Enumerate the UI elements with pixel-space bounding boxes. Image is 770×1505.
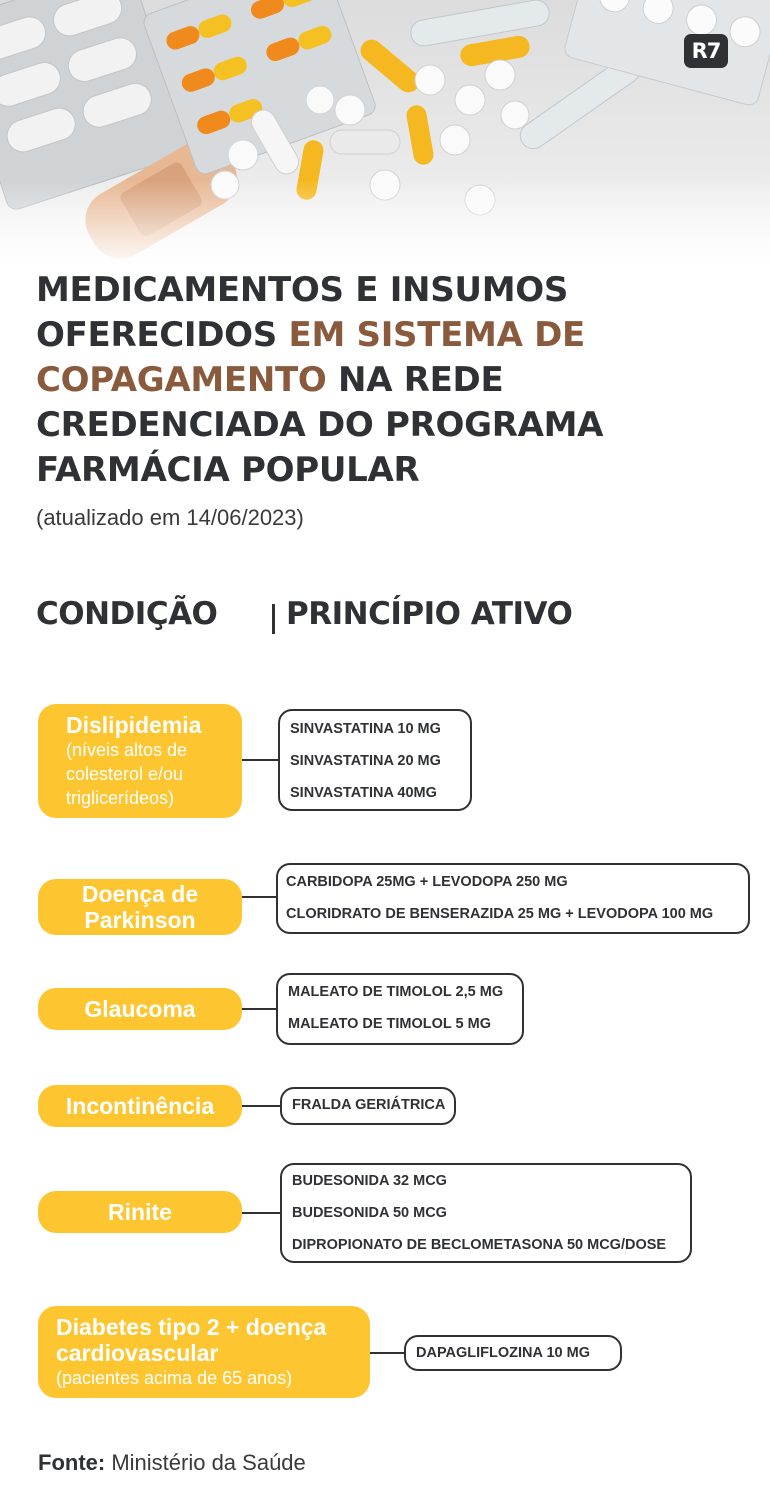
drug-item: MALEATO DE TIMOLOL 2,5 MG (288, 984, 504, 1000)
connector-line (242, 1008, 276, 1010)
column-header-active: PRINCÍPIO ATIVO (286, 596, 573, 632)
title-part1: MEDICAMENTOS E INSUMOS OFERECIDOS (36, 270, 569, 355)
hero-image (0, 0, 770, 265)
condition-glaucoma: Glaucoma (38, 988, 242, 1030)
drug-item: BUDESONIDA 32 MCG (292, 1173, 447, 1189)
drug-item: FRALDA GERIÁTRICA (292, 1097, 446, 1113)
drug-list-dislipidemia (278, 709, 472, 811)
page-title (36, 268, 756, 493)
drug-list-glaucoma (276, 973, 524, 1045)
condition-rinite: Rinite (38, 1191, 242, 1233)
column-header-condition: CONDIÇÃO (36, 596, 218, 632)
connector-line (242, 896, 276, 898)
title-part2: NA REDE CREDENCIADA DO PROGRAMA FARMÁCIA POPULAR (36, 360, 604, 490)
connector-line (242, 1105, 280, 1107)
connector-line (242, 1212, 280, 1214)
drug-item: MALEATO DE TIMOLOL 5 MG (288, 1016, 491, 1032)
condition-parkinson: Doença de Parkinson (38, 879, 242, 935)
source-note: Fonte: Ministério da Saúde (38, 1450, 306, 1475)
drug-list-rinite (280, 1163, 692, 1263)
drug-item: CLORIDRATO DE BENSERAZIDA 25 MG + LEVODOPA 100 MG (286, 906, 714, 922)
drug-item: BUDESONIDA 50 MCG (292, 1205, 447, 1221)
drug-list-incontinencia (280, 1087, 456, 1125)
drug-list-diabetes (404, 1335, 622, 1371)
drug-item: DIPROPIONATO DE BECLOMETASONA 50 MCG/DOSE (292, 1237, 667, 1253)
connector-line (242, 759, 278, 761)
drug-item: SINVASTATINA 20 MG (290, 753, 441, 769)
drug-item: DAPAGLIFLOZINA 10 MG (416, 1345, 590, 1361)
condition-incontinencia: Incontinência (38, 1085, 242, 1127)
title-highlight: EM SISTEMA DE COPAGAMENTO (36, 315, 585, 400)
condition-dislipidemia: Dislipidemia (níveis altos de colesterol e/ou triglicerídeos) (38, 704, 242, 818)
drug-item: CARBIDOPA 25MG + LEVODOPA 250 MG (286, 874, 568, 890)
r7-logo: R7 (684, 34, 728, 68)
drug-item: SINVASTATINA 40MG (290, 785, 437, 801)
column-separator (272, 604, 275, 634)
drug-item: SINVASTATINA 10 MG (290, 721, 441, 737)
condition-diabetes: Diabetes tipo 2 + doença cardiovascular (pacientes acima de 65 anos) (38, 1306, 370, 1398)
drug-list-parkinson (276, 863, 750, 934)
connector-line (370, 1352, 404, 1354)
update-date: (atualizado em 14/06/2023) (36, 505, 304, 530)
